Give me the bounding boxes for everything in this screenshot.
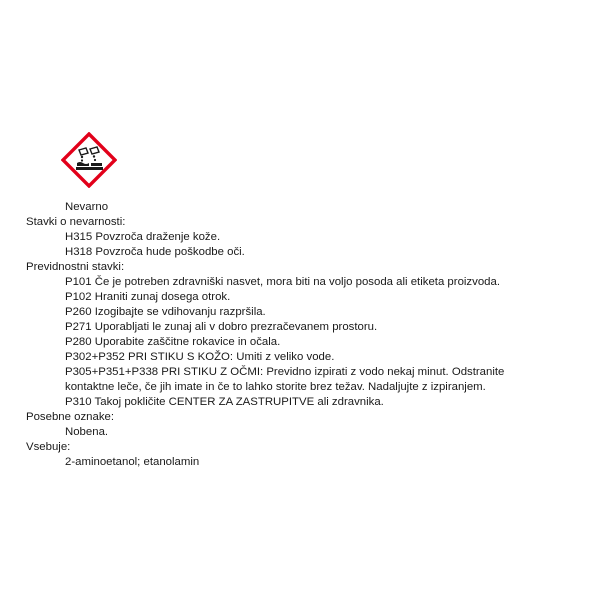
precaution-statement-continued: kontaktne leče, če jih imate in če to lahko storite brez težav. Nadaljujte z izpiranjem. [65,381,486,393]
precaution-statement: P310 Takoj pokličite CENTER ZA ZASTRUPITVE ali zdravnika. [65,396,384,408]
hazard-statement: H315 Povzroča draženje kože. [65,231,221,243]
precaution-statement: P280 Uporabite zaščitne rokavice in očala. [65,336,281,348]
precaution-statement: P271 Uporabljati le zunaj ali v dobro prezračevanem prostoru. [65,321,378,333]
precaution-heading: Previdnostni stavki: [26,261,125,273]
special-marks-value: Nobena. [65,426,109,438]
precaution-statement: P102 Hraniti zunaj dosega otrok. [65,291,231,303]
signal-word: Nevarno [65,201,109,213]
corrosion-icon [61,132,117,188]
contains-value: 2-aminoetanol; etanolamin [65,456,200,468]
hazard-heading: Stavki o nevarnosti: [26,216,126,228]
precaution-statement: P101 Če je potreben zdravniški nasvet, mora biti na voljo posoda ali etiketa proizvoda. [65,276,500,288]
hazard-statement: H318 Povzroča hude poškodbe oči. [65,246,245,258]
precaution-statement: P305+P351+P338 PRI STIKU Z OČMI: Previdno izpirati z vodo nekaj minut. Odstranite [65,366,505,378]
special-marks-heading: Posebne oznake: [26,411,115,423]
precaution-statement: P260 Izogibajte se vdihovanju razpršila. [65,306,266,318]
precaution-statement: P302+P352 PRI STIKU S KOŽO: Umiti z veliko vode. [65,351,335,363]
contains-heading: Vsebuje: [26,441,71,453]
